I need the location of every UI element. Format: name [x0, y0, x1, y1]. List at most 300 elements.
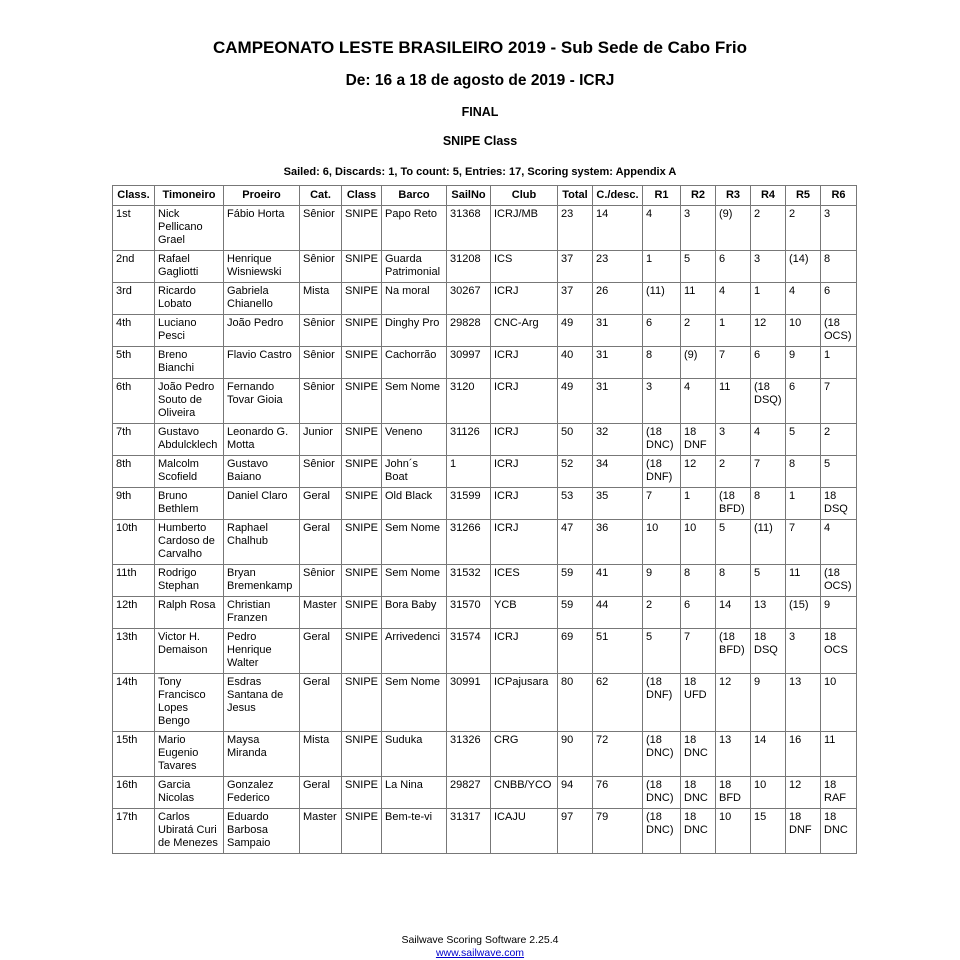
- table-row: [113, 777, 857, 809]
- table-cell: 2: [751, 206, 786, 251]
- table-cell: 5th: [113, 347, 155, 379]
- event-dates: De: 16 a 18 de agosto de 2019 - ICRJ: [345, 72, 615, 89]
- table-cell: SNIPE: [342, 347, 382, 379]
- table-cell: Geral: [300, 520, 342, 565]
- table-cell: 40: [558, 347, 593, 379]
- table-cell: 10: [786, 315, 821, 347]
- table-cell: 2: [716, 456, 751, 488]
- table-cell: 2nd: [113, 251, 155, 283]
- table-cell: Flavio Castro: [224, 347, 300, 379]
- table-cell: ICRJ: [491, 488, 558, 520]
- table-cell: 76: [593, 777, 643, 809]
- table-cell: Leonardo G. Motta: [224, 424, 300, 456]
- column-header: Barco: [382, 186, 447, 206]
- table-cell: John´s Boat: [382, 456, 447, 488]
- column-header: Class: [342, 186, 382, 206]
- table-cell: 7: [821, 379, 857, 424]
- scoring-summary: Sailed: 6, Discards: 1, To count: 5, Entries: 17, Scoring system: Appendix A: [283, 166, 677, 178]
- table-cell: 31266: [447, 520, 491, 565]
- table-cell: Ricardo Lobato: [155, 283, 224, 315]
- table-cell: 8: [786, 456, 821, 488]
- table-cell: 47: [558, 520, 593, 565]
- table-cell: 7: [681, 629, 716, 674]
- table-cell: Eduardo Barbosa Sampaio: [224, 809, 300, 854]
- table-cell: 2: [786, 206, 821, 251]
- table-cell: 3: [716, 424, 751, 456]
- table-cell: Sem Nome: [382, 674, 447, 732]
- table-cell: 14th: [113, 674, 155, 732]
- table-cell: (18 BFD): [716, 488, 751, 520]
- column-header: Total: [558, 186, 593, 206]
- table-body: [113, 206, 857, 854]
- table-cell: 15: [751, 809, 786, 854]
- table-cell: João Pedro Souto de Oliveira: [155, 379, 224, 424]
- table-cell: 7: [716, 347, 751, 379]
- table-cell: 9: [643, 565, 681, 597]
- table-cell: Geral: [300, 629, 342, 674]
- table-cell: 11: [821, 732, 857, 777]
- column-header: R3: [716, 186, 751, 206]
- table-cell: 3: [751, 251, 786, 283]
- table-row: [113, 629, 857, 674]
- table-cell: 18 BFD: [716, 777, 751, 809]
- table-cell: 9th: [113, 488, 155, 520]
- table-cell: (15): [786, 597, 821, 629]
- table-row: [113, 424, 857, 456]
- table-cell: Rodrigo Stephan: [155, 565, 224, 597]
- table-cell: 18 DNF: [786, 809, 821, 854]
- table-cell: 3rd: [113, 283, 155, 315]
- table-row: [113, 488, 857, 520]
- table-row: [113, 520, 857, 565]
- table-cell: 11: [681, 283, 716, 315]
- table-cell: 12: [786, 777, 821, 809]
- table-cell: Gonzalez Federico: [224, 777, 300, 809]
- table-cell: 31: [593, 379, 643, 424]
- table-cell: 5: [681, 251, 716, 283]
- table-cell: ICRJ: [491, 347, 558, 379]
- table-cell: Sênior: [300, 315, 342, 347]
- table-cell: Arrivedenci: [382, 629, 447, 674]
- table-cell: 18 DSQ: [751, 629, 786, 674]
- table-cell: Pedro Henrique Walter: [224, 629, 300, 674]
- table-cell: (18 BFD): [716, 629, 751, 674]
- table-cell: ICRJ: [491, 424, 558, 456]
- table-row: [113, 674, 857, 732]
- table-cell: 94: [558, 777, 593, 809]
- table-cell: (18 DNC): [643, 732, 681, 777]
- sailwave-link[interactable]: www.sailwave.com: [435, 947, 525, 959]
- table-cell: 1: [681, 488, 716, 520]
- table-cell: Old Black: [382, 488, 447, 520]
- table-cell: SNIPE: [342, 732, 382, 777]
- table-cell: 18 UFD: [681, 674, 716, 732]
- table-cell: 13: [786, 674, 821, 732]
- table-cell: 6: [643, 315, 681, 347]
- table-cell: 10: [821, 674, 857, 732]
- table-cell: 13th: [113, 629, 155, 674]
- table-cell: Bora Baby: [382, 597, 447, 629]
- table-row: [113, 315, 857, 347]
- table-cell: 44: [593, 597, 643, 629]
- table-cell: Bem-te-vi: [382, 809, 447, 854]
- table-cell: 53: [558, 488, 593, 520]
- class-label: SNIPE Class: [442, 134, 518, 148]
- table-cell: 1: [821, 347, 857, 379]
- table-cell: 31208: [447, 251, 491, 283]
- table-cell: La Nina: [382, 777, 447, 809]
- table-row: [113, 809, 857, 854]
- table-cell: Fábio Horta: [224, 206, 300, 251]
- table-cell: 1st: [113, 206, 155, 251]
- table-cell: 23: [593, 251, 643, 283]
- table-cell: (18 DNC): [643, 809, 681, 854]
- table-cell: Veneno: [382, 424, 447, 456]
- table-header-row: [113, 186, 857, 206]
- table-cell: 18 DNF: [681, 424, 716, 456]
- table-cell: YCB: [491, 597, 558, 629]
- table-cell: 52: [558, 456, 593, 488]
- table-cell: Geral: [300, 777, 342, 809]
- table-cell: Gustavo Baiano: [224, 456, 300, 488]
- table-cell: Geral: [300, 674, 342, 732]
- table-cell: SNIPE: [342, 488, 382, 520]
- column-header: SailNo: [447, 186, 491, 206]
- table-cell: Sênior: [300, 347, 342, 379]
- table-cell: (14): [786, 251, 821, 283]
- table-cell: 5: [716, 520, 751, 565]
- table-cell: 8: [751, 488, 786, 520]
- table-cell: (18 DNC): [643, 424, 681, 456]
- table-cell: CNC-Arg: [491, 315, 558, 347]
- table-cell: 1: [751, 283, 786, 315]
- table-cell: Sênior: [300, 379, 342, 424]
- table-cell: 11: [716, 379, 751, 424]
- table-cell: 31570: [447, 597, 491, 629]
- column-header: R6: [821, 186, 857, 206]
- table-cell: SNIPE: [342, 456, 382, 488]
- table-row: [113, 206, 857, 251]
- table-row: [113, 732, 857, 777]
- table-cell: (18 OCS): [821, 315, 857, 347]
- table-cell: 16: [786, 732, 821, 777]
- table-cell: (18 OCS): [821, 565, 857, 597]
- table-cell: Mista: [300, 732, 342, 777]
- table-cell: Nick Pellicano Grael: [155, 206, 224, 251]
- table-cell: ICRJ: [491, 520, 558, 565]
- table-cell: Humberto Cardoso de Carvalho: [155, 520, 224, 565]
- table-cell: 13: [716, 732, 751, 777]
- table-cell: Christian Franzen: [224, 597, 300, 629]
- table-cell: 5: [821, 456, 857, 488]
- table-cell: Daniel Claro: [224, 488, 300, 520]
- table-cell: Geral: [300, 488, 342, 520]
- table-cell: 31574: [447, 629, 491, 674]
- table-cell: 37: [558, 251, 593, 283]
- column-header: Proeiro: [224, 186, 300, 206]
- table-cell: Sênior: [300, 206, 342, 251]
- table-cell: Garcia Nicolas: [155, 777, 224, 809]
- table-cell: (18 DNF): [643, 456, 681, 488]
- results-table: [112, 185, 857, 854]
- table-cell: Cachorrão: [382, 347, 447, 379]
- table-cell: 31326: [447, 732, 491, 777]
- stage-label: FINAL: [461, 105, 499, 119]
- table-cell: 18 DNC: [681, 777, 716, 809]
- table-cell: Bruno Bethlem: [155, 488, 224, 520]
- table-cell: 5: [643, 629, 681, 674]
- table-cell: 90: [558, 732, 593, 777]
- table-cell: ICAJU: [491, 809, 558, 854]
- table-cell: 1: [447, 456, 491, 488]
- table-cell: 14: [751, 732, 786, 777]
- table-cell: Sênior: [300, 565, 342, 597]
- table-cell: 30991: [447, 674, 491, 732]
- table-cell: SNIPE: [342, 283, 382, 315]
- table-cell: (11): [751, 520, 786, 565]
- table-cell: 6th: [113, 379, 155, 424]
- table-cell: Dinghy Pro: [382, 315, 447, 347]
- table-cell: 49: [558, 315, 593, 347]
- table-cell: 18 OCS: [821, 629, 857, 674]
- column-header: Cat.: [300, 186, 342, 206]
- table-cell: 18 DSQ: [821, 488, 857, 520]
- table-cell: 7: [643, 488, 681, 520]
- table-cell: 9: [821, 597, 857, 629]
- column-header: R1: [643, 186, 681, 206]
- table-cell: 59: [558, 565, 593, 597]
- column-header: C./desc.: [593, 186, 643, 206]
- table-cell: Papo Reto: [382, 206, 447, 251]
- table-cell: 59: [558, 597, 593, 629]
- table-cell: SNIPE: [342, 674, 382, 732]
- table-row: [113, 565, 857, 597]
- table-cell: 1: [716, 315, 751, 347]
- table-cell: Victor H. Demaison: [155, 629, 224, 674]
- table-cell: 72: [593, 732, 643, 777]
- table-row: [113, 379, 857, 424]
- table-cell: 4: [786, 283, 821, 315]
- table-cell: 3: [681, 206, 716, 251]
- table-cell: 4th: [113, 315, 155, 347]
- table-cell: SNIPE: [342, 809, 382, 854]
- table-cell: 36: [593, 520, 643, 565]
- table-cell: 8: [821, 251, 857, 283]
- table-cell: (18 DSQ): [751, 379, 786, 424]
- table-cell: 10th: [113, 520, 155, 565]
- table-cell: Bryan Bremenkamp: [224, 565, 300, 597]
- table-cell: 37: [558, 283, 593, 315]
- table-cell: Suduka: [382, 732, 447, 777]
- column-header: R4: [751, 186, 786, 206]
- table-cell: Henrique Wisniewski: [224, 251, 300, 283]
- table-cell: 2: [643, 597, 681, 629]
- table-cell: 10: [716, 809, 751, 854]
- table-cell: SNIPE: [342, 379, 382, 424]
- table-cell: 3: [786, 629, 821, 674]
- table-cell: Guarda Patrimonial: [382, 251, 447, 283]
- table-cell: 11th: [113, 565, 155, 597]
- table-cell: SNIPE: [342, 424, 382, 456]
- table-cell: 10: [681, 520, 716, 565]
- table-cell: 30267: [447, 283, 491, 315]
- table-cell: SNIPE: [342, 777, 382, 809]
- table-cell: 31368: [447, 206, 491, 251]
- table-cell: SNIPE: [342, 206, 382, 251]
- table-cell: 8: [643, 347, 681, 379]
- table-cell: Tony Francisco Lopes Bengo: [155, 674, 224, 732]
- table-cell: 7: [751, 456, 786, 488]
- table-cell: Rafael Gagliotti: [155, 251, 224, 283]
- table-cell: 6: [751, 347, 786, 379]
- table-cell: (18 DNC): [643, 777, 681, 809]
- table-cell: 31317: [447, 809, 491, 854]
- table-cell: 79: [593, 809, 643, 854]
- table-cell: 34: [593, 456, 643, 488]
- table-cell: 29828: [447, 315, 491, 347]
- table-cell: SNIPE: [342, 315, 382, 347]
- table-cell: 11: [786, 565, 821, 597]
- table-cell: 23: [558, 206, 593, 251]
- table-cell: 4: [716, 283, 751, 315]
- table-row: [113, 251, 857, 283]
- table-cell: 69: [558, 629, 593, 674]
- table-cell: (9): [716, 206, 751, 251]
- table-cell: Sem Nome: [382, 379, 447, 424]
- table-cell: SNIPE: [342, 520, 382, 565]
- table-cell: 9: [751, 674, 786, 732]
- table-cell: 4: [821, 520, 857, 565]
- table-cell: 35: [593, 488, 643, 520]
- table-cell: 12: [681, 456, 716, 488]
- table-cell: 97: [558, 809, 593, 854]
- table-cell: ICPajusara: [491, 674, 558, 732]
- column-header: R2: [681, 186, 716, 206]
- table-cell: 14: [593, 206, 643, 251]
- table-cell: 31126: [447, 424, 491, 456]
- table-cell: 3120: [447, 379, 491, 424]
- table-cell: 6: [716, 251, 751, 283]
- table-cell: ICRJ/MB: [491, 206, 558, 251]
- table-cell: 6: [681, 597, 716, 629]
- table-cell: 1: [786, 488, 821, 520]
- table-cell: 12th: [113, 597, 155, 629]
- table-cell: 18 DNC: [681, 732, 716, 777]
- table-cell: 9: [786, 347, 821, 379]
- table-cell: ICRJ: [491, 283, 558, 315]
- table-cell: 32: [593, 424, 643, 456]
- table-cell: 41: [593, 565, 643, 597]
- table-row: [113, 456, 857, 488]
- table-cell: 7: [786, 520, 821, 565]
- table-cell: Breno Bianchi: [155, 347, 224, 379]
- table-cell: Junior: [300, 424, 342, 456]
- table-cell: 31599: [447, 488, 491, 520]
- table-cell: CNBB/YCO: [491, 777, 558, 809]
- table-cell: Raphael Chalhub: [224, 520, 300, 565]
- table-cell: 16th: [113, 777, 155, 809]
- table-cell: 5: [786, 424, 821, 456]
- table-cell: 51: [593, 629, 643, 674]
- table-cell: Sênior: [300, 456, 342, 488]
- table-cell: Esdras Santana de Jesus: [224, 674, 300, 732]
- table-cell: 2: [821, 424, 857, 456]
- table-cell: 18 DNC: [681, 809, 716, 854]
- table-cell: 10: [751, 777, 786, 809]
- table-cell: Gustavo Abdulcklech: [155, 424, 224, 456]
- table-cell: Mario Eugenio Tavares: [155, 732, 224, 777]
- table-cell: Ralph Rosa: [155, 597, 224, 629]
- table-cell: Malcolm Scofield: [155, 456, 224, 488]
- table-cell: João Pedro: [224, 315, 300, 347]
- table-cell: 4: [751, 424, 786, 456]
- column-header: Club: [491, 186, 558, 206]
- table-cell: Maysa Miranda: [224, 732, 300, 777]
- table-cell: Master: [300, 597, 342, 629]
- table-cell: 49: [558, 379, 593, 424]
- table-cell: 7th: [113, 424, 155, 456]
- table-cell: ICES: [491, 565, 558, 597]
- table-cell: SNIPE: [342, 251, 382, 283]
- document-title: CAMPEONATO LESTE BRASILEIRO 2019 - Sub Sede de Cabo Frio: [212, 38, 747, 57]
- table-cell: Mista: [300, 283, 342, 315]
- table-cell: 8: [716, 565, 751, 597]
- table-cell: Master: [300, 809, 342, 854]
- table-cell: Sem Nome: [382, 565, 447, 597]
- table-cell: 26: [593, 283, 643, 315]
- table-row: [113, 283, 857, 315]
- table-cell: 12: [751, 315, 786, 347]
- table-cell: 8th: [113, 456, 155, 488]
- table-cell: 1: [643, 251, 681, 283]
- table-cell: 31: [593, 315, 643, 347]
- table-cell: (9): [681, 347, 716, 379]
- table-cell: SNIPE: [342, 629, 382, 674]
- column-header: Timoneiro: [155, 186, 224, 206]
- table-cell: 8: [681, 565, 716, 597]
- software-credit: Sailwave Scoring Software 2.25.4: [401, 934, 559, 946]
- table-cell: 6: [786, 379, 821, 424]
- table-cell: Gabriela Chianello: [224, 283, 300, 315]
- table-cell: 30997: [447, 347, 491, 379]
- table-cell: 2: [681, 315, 716, 347]
- table-cell: Sem Nome: [382, 520, 447, 565]
- table-cell: CRG: [491, 732, 558, 777]
- table-cell: Fernando Tovar Gioia: [224, 379, 300, 424]
- table-cell: 12: [716, 674, 751, 732]
- table-cell: 31: [593, 347, 643, 379]
- table-cell: Na moral: [382, 283, 447, 315]
- table-cell: ICRJ: [491, 379, 558, 424]
- table-cell: 18 DNC: [821, 809, 857, 854]
- table-row: [113, 597, 857, 629]
- table-cell: Luciano Pesci: [155, 315, 224, 347]
- table-cell: (11): [643, 283, 681, 315]
- table-cell: Carlos Ubiratá Curi de Menezes: [155, 809, 224, 854]
- table-cell: 80: [558, 674, 593, 732]
- column-header: R5: [786, 186, 821, 206]
- table-cell: 3: [643, 379, 681, 424]
- table-cell: 50: [558, 424, 593, 456]
- table-cell: ICS: [491, 251, 558, 283]
- table-cell: 15th: [113, 732, 155, 777]
- table-cell: (18 DNF): [643, 674, 681, 732]
- table-cell: 4: [643, 206, 681, 251]
- table-cell: ICRJ: [491, 456, 558, 488]
- table-cell: 14: [716, 597, 751, 629]
- table-cell: 18 RAF: [821, 777, 857, 809]
- table-cell: 4: [681, 379, 716, 424]
